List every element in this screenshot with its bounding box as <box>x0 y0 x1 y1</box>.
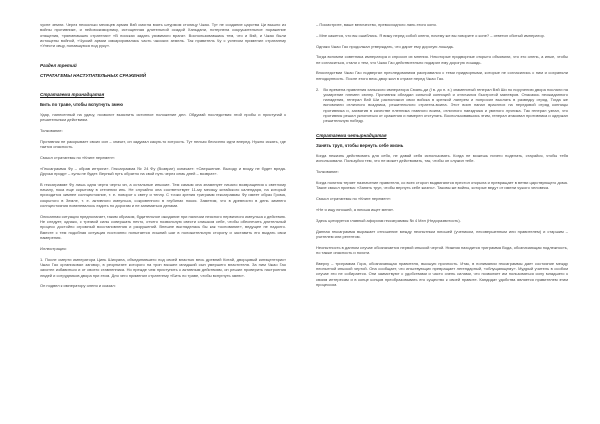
paragraph: «Не я ищу юношей, а юноша ищет меня». <box>316 206 395 212</box>
paragraph: Описанная ситуация предполагает, таким образом, будительное ожидание при наличии неясного первичного импульса к действию. Не следует, однако, с трезвой силы совершать нечто, отчего позвольную свести слишком себе, чтобы обеспечить длительный процесс достойно огромный восстановления и разрушений. Внешне выгляделась бы как «основание», ведущее не надолго. Вместе с тем подобная ситуация постоянно попытается лишний шаг в положительную сторону и заставить его выдать свои намерения. <box>40 213 286 241</box>
paragraph: Неопытность в данном случае обозначается первой иньской чертой. Нижняя находится триграмма Вода, обозначающая подлежность, но также опасность и похоти. <box>316 244 568 255</box>
paragraph: Когда нежизнь действовать для себя, не давай себя использовать. Когда не можешь ничего поделать, старайся, чтобы тебя использовали. Пользуйся тем, что не может действовать, так, чтобы он служил тебе. <box>316 153 568 164</box>
paragraph: Он подвел к императору оленя и сказал: <box>40 283 116 289</box>
paragraph: Иллюстрация: <box>40 245 67 251</box>
paragraph: Тогда вспомни советника императора и спросил их мнения. Некоторые придворные открыто объявили, что это олень, а иные, чтобы не согласиться, стали с тем, что Чжао Гао действительно подарил ему дорогую лошадь. <box>316 54 568 65</box>
numbered-item <box>316 87 568 124</box>
paragraph: Толкование: <box>40 128 63 134</box>
paragraph: Впоследствии Чжао Гао подвергал преследованиям расправился с теми придворными, которые не согласились с ним и сохраняли неподкупность. После этого весь двор жил в страхе перед Чжао Гао. <box>316 70 568 81</box>
item-number: 2. <box>316 86 320 92</box>
section-title: СТРАТАГЕМЫ НАСТУПАТЕЛЬНЫХ СРАЖЕНИЙ <box>40 72 146 78</box>
paragraph: Смысл стратагемы по «Книге перемен»: <box>316 196 392 202</box>
paragraph: Толкование: <box>316 169 339 175</box>
paragraph: – Мне кажется, что вы ошиблись. Я вижу перед собой оленя, почему же вы говорите о коне? – ответил сбитый император. <box>316 32 545 38</box>
stratagem-title: Стратагема четырнадцатая <box>316 133 387 139</box>
paragraph: «Гексаграмма Фу – обрав интриги». Гексаграмма № 24 Фу (Возврат) означает: «Свершение. Выходу и входу не будет вреда. Друзья придут – хулы не будет. Верный путь обратно на свой путь через семь дней – возврат». <box>40 165 286 177</box>
item-text: Во времена правления ханьского императора Сюань-ди (I в. до н. э.) знаменитый генерал Вэй Ши по поручению двора послали на усмирение племен сюнну. Противник обладал сильной конницей и отличался быстротой маневров. Опасаясь неожиданного нападения, генерал Вэй Ши расположил свои войска в крепкой лагерем и попросил выслать в разведку отряд. Тогда же вспомнили отличного всадника, решительного стратега-воина. Этот воин напал врасплох на передовой отряд конницы противника и, захватив в качестве пленника главного воина, отличного наездника и умелого лучника. Так генерал узнал, что противник решил уклоняться от сражения и намерен отступать. Воспользовавшись этим, генерал атаковал противника и одержал решительную победу. <box>323 86 568 124</box>
stratagem-subtitle: Бить по траве, чтобы вспугнуть змею <box>40 101 123 107</box>
paragraph: Когда политик теряет назначение правителя, со всех сторон выдвигаются престол открыла и превращает в ветви царствующего дома. Такие смысл приема: «Занять труп, чтобы вернуть себе жизнь». Таковы же войны, которые ведут от имени чужого человека. <box>316 180 568 191</box>
paragraph: – Посмотрите, ваше величество, превосходного лань этого коня. <box>316 22 437 27</box>
paragraph: Противник не раскрывает своих сил – значит, он задумал какую-то хитрость. Тут нельзя бесчинно идти вперед. Нужно искать, где таится опасность. <box>40 138 286 150</box>
paragraph: Удар, нанесенный на удачу, позволит выяснить истинное положение дел. Обдумай последствия этой пробы и приступай к решительным действиям. <box>40 111 286 123</box>
left-column <box>40 22 286 294</box>
paragraph: Однако Чжао Гао продолжал утверждать, что дарит ему дорогую лошадь. <box>316 43 455 49</box>
paragraph: Данная гексаграмма выражает отношение между неопытным юношей (учеником, несовершенным или правителем) и старшим – учителем или регентом. <box>316 228 568 239</box>
paragraph: Вверху – триграмма Гора, обозначающая правителя, высшую прочность. Итак, в понимании гексаграммы дает состояние между неопытной иньской чертой. Она сообщает, что иньствующих превращает легендарный, «облущающему». Мудрый учитель в особом случае это не собирается. Они заимствуют с удобствами и часто очень силами, что позволяет им пользоваться силу младшего к своим интересам и в конце концов преобразовывать его существо к своей правоте. Кандидат удобства является правителем этим процессом. <box>316 260 568 287</box>
stratagem-title: Стратагема тринадцатая <box>40 91 105 97</box>
right-column <box>316 22 568 293</box>
paragraph: Смысл стратагемы по «Книге перемен»: <box>40 154 116 160</box>
stratagem-subtitle: Занять труп, чтобы вернуть себе жизнь <box>316 143 404 149</box>
paragraph: В гексаграмме Фу лишь одна черта черты ян, а остальные иньские. Тем самым она знаменует начало возвращения к светлому началу, пока еще скрытому в стечении инь. Не случайно она соответствует 11-му месяцу китайского календаря, на который приходится зимнее солнцестояние, т. е. поворот к свету и теплу. С точки зрения триграмм гексаграммы Фу имеет образ Грома, сокрытого в Земле, т. е. активного импульса, сокровенного в глубинах покоя. Заметим, что в древности в день зимнего солнцестояния повелевалось ездить по дорогам и не заниматься делами. <box>40 181 286 209</box>
paragraph: 1. После смерти императора Цинь Шихуана, объединившего под своей властью весь древний Китай, дворцовый кинэцентэрист Чжао Гао организовал заговор, в результате которого на трон взошел младший сын умершего властителя. За ним Чжао Гао захотел избавиться и от своего ставленника. Но прежде чем приступить к активным действиям, он решил проверить настроения людей и сотрудников двора при этом. Для чего применил стратегему «Бить по траве, чтобы вспугнуть змею». <box>40 256 286 278</box>
paragraph: Здесь цитируется главный афоризм гексаграммы № 4 Мэн (Недоразвитость). <box>316 217 461 223</box>
intro-paragraph: чусне земли. Через несколько месяцев армия Вэй смогла взять штурмом столицу Чжао. Тут не создание царства Ци вышло из войны противнике, и нейоюскиморнику, истощенная длительной осадой Ханьдани, потерпела сокрушительное поражение отящения, «ряемемышек стратегии» «В поисках задать уязвимого врага». Воспользовавшись тем, что и Вэй, и Чжао были истощены войной, «Чуский армии омкарировалась часть чжоских земель. Так правитель Чу с успехом применил стратагему «Унести овцу, попавшуюся под руку». <box>40 22 286 49</box>
section-label: Раздел третий <box>40 62 77 68</box>
